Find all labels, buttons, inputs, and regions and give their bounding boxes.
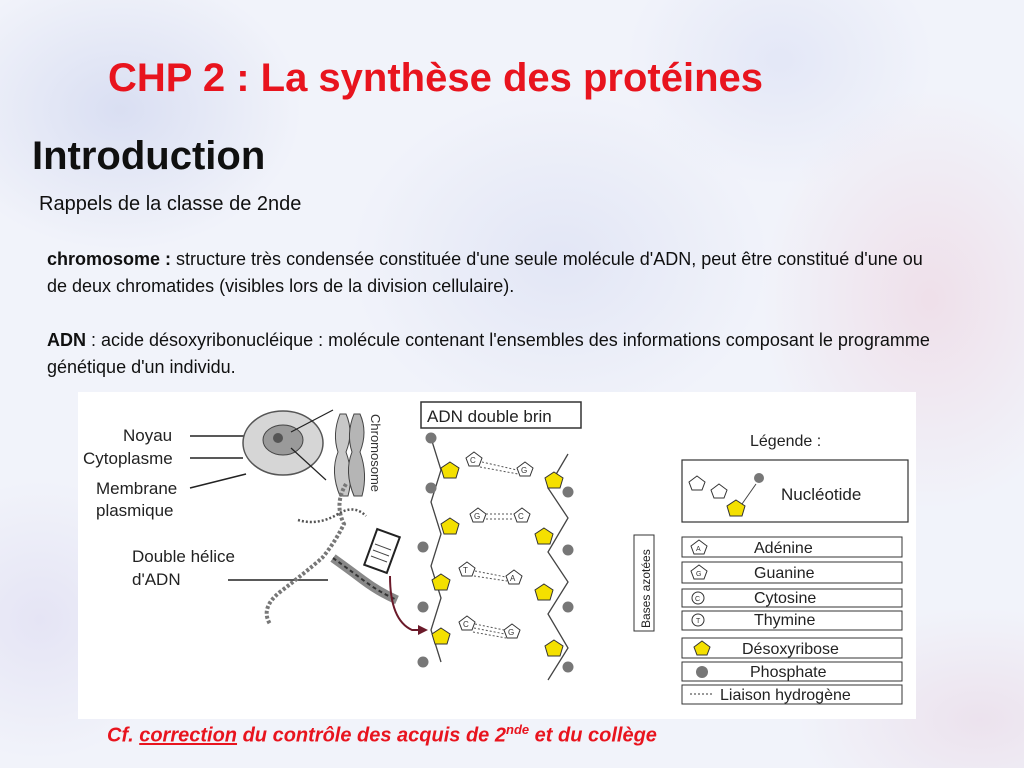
footer-note bbox=[107, 722, 657, 748]
legend-item: Cytosine bbox=[754, 590, 817, 607]
dna-title: ADN double brin bbox=[427, 407, 552, 426]
label-chromosome: Chromosome bbox=[368, 414, 383, 493]
base-letter: C bbox=[463, 620, 469, 629]
definition-chromosome bbox=[47, 246, 947, 300]
section-heading: Introduction bbox=[32, 134, 266, 178]
legend-icon-letter: T bbox=[696, 618, 701, 625]
label-cytoplasme: Cytoplasme bbox=[83, 449, 173, 468]
legend bbox=[634, 433, 908, 704]
definition-term: chromosome : bbox=[47, 249, 172, 269]
base-letter: C bbox=[518, 512, 524, 521]
legend-item: Guanine bbox=[754, 565, 815, 582]
label-helice-1: Double hélice bbox=[132, 547, 236, 566]
base-letter: G bbox=[521, 466, 528, 475]
legend-icon-letter: C bbox=[695, 596, 701, 603]
legend-item: Désoxyribose bbox=[742, 641, 839, 658]
legend-item: Thymine bbox=[754, 612, 816, 629]
legend-icon-letter: A bbox=[696, 546, 701, 553]
base-letter: G bbox=[508, 628, 515, 637]
legend-bases-group: Bases azotées bbox=[639, 549, 653, 628]
definition-text: : acide désoxyribonucléique : molécule contenant l'ensembles des informations composant le programme génétique d'un individu. bbox=[47, 330, 930, 377]
legend-nucleotide: Nucléotide bbox=[781, 485, 862, 504]
definition-text: structure très condensée constituée d'une seule molécule d'ADN, peut être constitué d'une ou de deux chromatides (visibles lors de la division cellulaire). bbox=[47, 249, 923, 296]
footer-superscript: nde bbox=[506, 722, 530, 737]
zoom-box bbox=[364, 529, 400, 573]
dna-figure bbox=[78, 392, 916, 719]
legend-item: Liaison hydrogène bbox=[720, 687, 851, 704]
base-letter: C bbox=[470, 456, 476, 465]
slide-title: CHP 2 : La synthèse des protéines bbox=[108, 56, 764, 100]
arrow-icon bbox=[418, 625, 428, 635]
base-letter: T bbox=[463, 566, 468, 575]
label-helice-2: d'ADN bbox=[132, 570, 181, 589]
base-letter: G bbox=[474, 512, 481, 521]
correction-link[interactable]: correction bbox=[139, 724, 238, 747]
footer-suffix: et du collège bbox=[529, 724, 657, 747]
legend-item: Phosphate bbox=[750, 664, 827, 681]
chromosome-icon bbox=[334, 414, 364, 496]
footer-middle: du contrôle des acquis de 2 bbox=[237, 724, 506, 747]
base-letter: A bbox=[510, 574, 516, 583]
label-membrane-2: plasmique bbox=[96, 501, 174, 520]
label-membrane-1: Membrane bbox=[96, 479, 178, 498]
legend-title: Légende : bbox=[750, 433, 822, 450]
dna-double-strand bbox=[418, 402, 582, 680]
label-noyau: Noyau bbox=[123, 426, 173, 445]
cell-diagram bbox=[83, 410, 428, 635]
section-subheading: Rappels de la classe de 2nde bbox=[39, 193, 302, 215]
footer-prefix: Cf. bbox=[107, 724, 140, 747]
definition-term: ADN bbox=[47, 330, 86, 350]
legend-item: Adénine bbox=[754, 540, 813, 557]
definition-adn bbox=[47, 327, 947, 381]
legend-icon-letter: G bbox=[696, 571, 702, 578]
